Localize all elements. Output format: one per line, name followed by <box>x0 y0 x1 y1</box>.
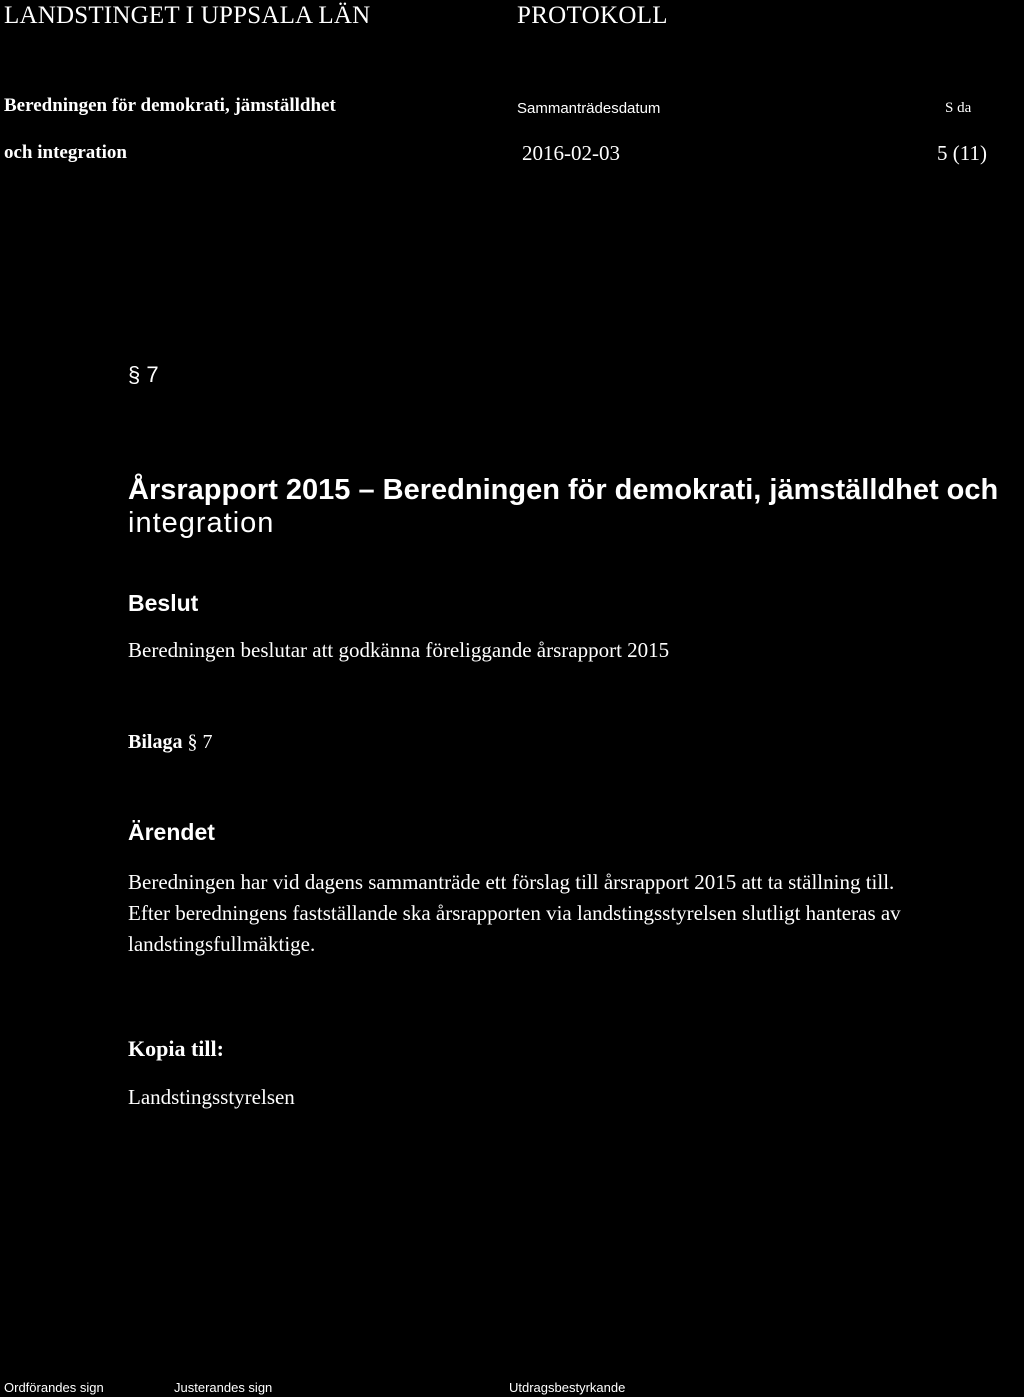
meeting-date-value: 2016-02-03 <box>522 141 620 165</box>
meeting-date-label: Sammanträdesdatum <box>517 100 661 117</box>
copy-to-heading: Kopia till: <box>128 1036 224 1061</box>
section-title-line1: Årsrapport 2015 – Beredningen för demokrati, jämställdhet och <box>128 474 999 506</box>
decision-text: Beredningen beslutar att godkänna föreliggande årsrapport 2015 <box>128 638 670 662</box>
case-text-line: Beredningen har vid dagens sammanträde ett förslag till årsrapport 2015 att ta ställning till. <box>128 870 895 894</box>
case-text-line: Efter beredningens fastställande ska årsrapporten via landstingsstyrelsen slutligt hanteras av <box>128 901 901 925</box>
case-text-line: landstingsfullmäktige. <box>128 932 316 956</box>
attachment-label: Bilaga <box>128 731 183 753</box>
page-number: 5 (11) <box>937 141 987 165</box>
committee-name-line1: Beredningen för demokrati, jämställdhet <box>4 95 336 116</box>
extract-certification-label: Utdragsbestyrkande <box>509 1380 626 1395</box>
section-title-line2: integration <box>128 507 275 539</box>
document-type: PROTOKOLL <box>517 2 668 29</box>
section-number: § 7 <box>128 362 159 387</box>
chair-signature-label: Ordförandes sign <box>4 1380 104 1395</box>
organization-name: LANDSTINGET I UPPSALA LÄN <box>4 2 371 29</box>
decision-heading: Beslut <box>128 590 199 616</box>
page-label: S da <box>945 100 972 116</box>
copy-recipient: Landstingsstyrelsen <box>128 1085 295 1109</box>
adjuster-signature-label: Justerandes sign <box>174 1380 273 1395</box>
attachment-section: § 7 <box>187 731 213 753</box>
section-title <box>128 474 1008 540</box>
committee-name-line2: och integration <box>4 142 127 163</box>
case-text <box>128 867 1024 960</box>
attachment-reference <box>128 731 212 754</box>
case-heading: Ärendet <box>128 819 215 845</box>
